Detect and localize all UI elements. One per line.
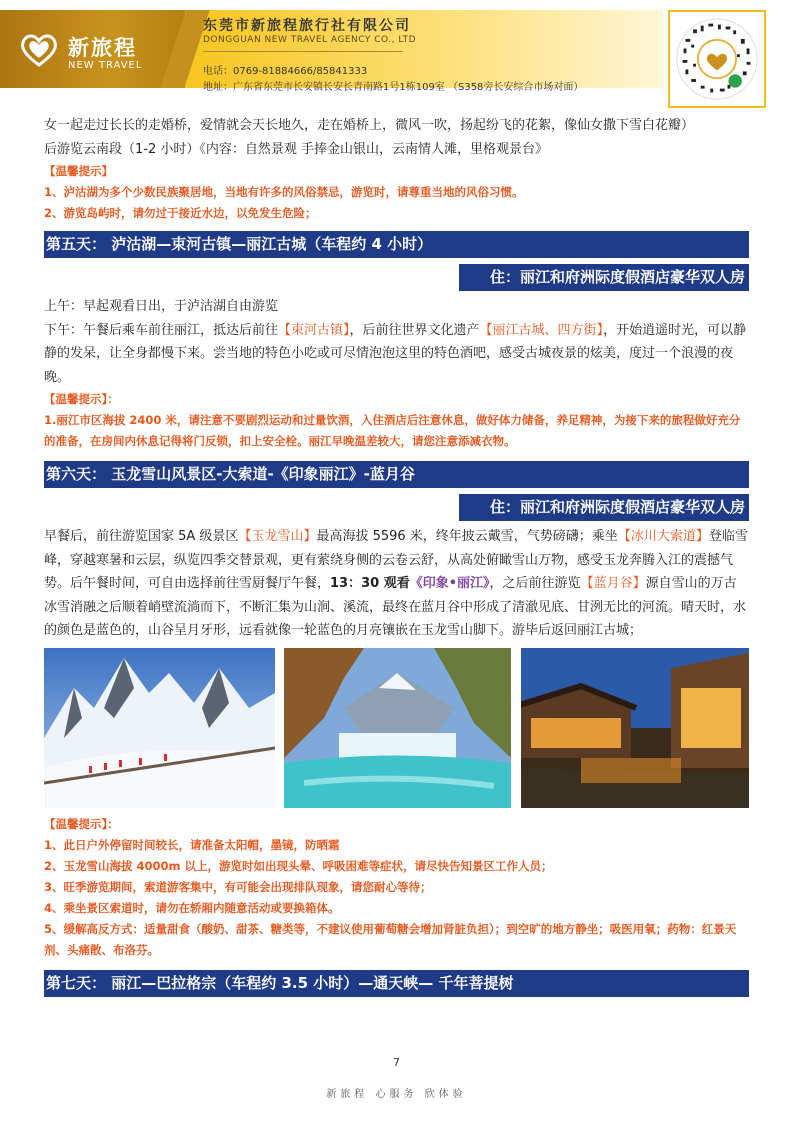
- agency-address: 地址：广东省东莞市长安镇长安长青南路1号1栋109室 （S358旁长安综合市场对面）: [203, 82, 584, 93]
- itinerary-content: [44, 114, 749, 1003]
- day6-tips-header: 【温馨提示】：: [44, 816, 119, 831]
- day5-afternoon-text-a: 下午：午餐后乘车前往丽江，抵达后前往: [44, 322, 279, 338]
- day6-text-e: 源自雪山的万古冰雪消融之后顺着峭壁流淌而下，不断汇集为山涧、溪流，最终在蓝月谷中形成了清澈见底、甘洌无比的河流。晴天时，水的颜色是蓝色的，山谷呈月牙形，远看就像一轮蓝色的月亮镶嵌在玉龙雪山脚下。游毕后返回丽江古城；: [44, 576, 747, 638]
- intro-tip-1: 1、泸沽湖为多个少数民族聚居地，当地有许多的风俗禁忌，游览时，请尊重当地的风俗习惯。: [44, 185, 524, 199]
- lijiang-old-town-photo: [521, 648, 749, 808]
- agency-english-name: DONGGUAN NEW TRAVEL AGENCY CO., LTD: [203, 35, 417, 45]
- day7-title-bar: 第七天： 丽江—巴拉格宗（车程约 3.5 小时）—通天峡— 千年菩提树: [44, 970, 749, 997]
- agency-info-band: [185, 10, 663, 93]
- qr-code-icon: [674, 16, 760, 102]
- agency-name: 东莞市新旅程旅行社有限公司: [203, 18, 411, 34]
- day6-tip-5: 5、缓解高反方式：适量甜食（酸奶、甜茶、糖类等，不建议使用葡萄糖会增加肾脏负担）；到空旷的地方静坐；吸医用氧；药物：红景天剂、头痛散、布洛芬。: [44, 921, 737, 957]
- day6-spot-glacier-cableway: 【冰川大索道】: [617, 529, 709, 544]
- day5-afternoon-text-b: ，后前往世界文化遗产: [349, 322, 480, 338]
- day6-show-impression-lijiang: 《印象•丽江》: [409, 576, 490, 591]
- agency-divider: [203, 51, 403, 52]
- mini-program-qr-code: [668, 10, 766, 108]
- day6-text-b: 最高海拔 5596 米，终年披云戴雪，气势磅礴；乘坐: [316, 529, 618, 544]
- day5-title-bar: 第五天： 泸沽湖—束河古镇—丽江古城（车程约 4 小时）: [44, 231, 749, 258]
- day6-text-c: 登临雪峰，穿越寒暑和云层，纵览四季交替景观，更有萦绕身侧的云卷云舒，从高处俯瞰雪山万物，感受玉龙奔腾入江的震撼气势。后午餐时间，可自由选择前往雪厨餐厅午餐，: [44, 529, 748, 591]
- day5-spot-lijiang-old-town: 【丽江古城、四方街】: [479, 322, 604, 338]
- day5-hotel-bar: 住：丽江和府洲际度假酒店豪华双人房: [459, 264, 749, 291]
- agency-phone: 电话：0769-81884666/85841333: [203, 66, 368, 77]
- day6-tip-3: 3、旺季游览期间，索道游客集中，有可能会出现排队现象，请您耐心等待；: [44, 879, 432, 894]
- intro-tip-2: 2、游览岛屿时，请勿过于接近水边，以免发生危险；: [44, 206, 317, 220]
- day5-morning: 上午：早起观看日出，于泸沽湖自由游览: [44, 299, 279, 314]
- intro-line-1: 女一起走过长长的走婚桥，爱情就会天长地久，走在婚桥上，微风一吹，扬起纷飞的花絮，像仙女撒下雪白花瓣）: [44, 118, 695, 133]
- day6-show-time: 13：30 观看: [330, 576, 410, 591]
- blue-moon-valley-photo: [284, 648, 511, 808]
- day5-tips-header: 【温馨提示】：: [44, 392, 119, 406]
- intro-tips-header: 【温馨提示】: [44, 164, 113, 178]
- logo-band: [0, 10, 185, 88]
- page-number: 7: [393, 1056, 400, 1069]
- day6-text-a: 早餐后，前往游览国家 5A 级景区: [44, 529, 239, 544]
- day6-description: [44, 525, 749, 643]
- day6-tip-4: 4、乘坐景区索道时，请勿在轿厢内随意活动或要换箱体。: [44, 900, 340, 915]
- heart-logo-icon: [18, 32, 60, 68]
- day6-hotel-bar: 住：丽江和府洲际度假酒店豪华双人房: [459, 494, 749, 521]
- page-header: [0, 0, 793, 98]
- footer-slogan: 新旅程 心服务 欣体验: [326, 1089, 467, 1100]
- day6-text-d: ，之后前往游览: [489, 576, 581, 591]
- day5-afternoon-text-c: ，开始逍遥时光，可以静静的发呆，让全身都慢下来。尝当地的特色小吃或可尽情泡泡这里的特色酒吧，感受古城夜景的炫美，度过一个浪漫的夜晚。: [44, 322, 747, 385]
- day6-tip-1: 1、此日户外停留时间较长，请准备太阳帽，墨镜，防晒霜: [44, 837, 340, 852]
- day5-spot-shuhe: 【束河古镇】: [278, 322, 350, 338]
- day6-photo-strip: [44, 648, 749, 808]
- logo-english-name: NEW TRAVEL: [68, 60, 143, 71]
- day6-spot-blue-moon-valley: 【蓝月谷】: [580, 576, 646, 591]
- intro-line-2: 后游览云南段（1-2 小时）《内容：自然景观 手捧金山银山，云南情人滩，里格观景台》: [44, 141, 548, 157]
- day5-tip-1: 1.丽江市区海拔 2400 米，请注意不要剧烈运动和过量饮酒，入住酒店后注意休息，做好体力储备，养足精神，为接下来的旅程做好充分的准备，在房间内休息记得将门反锁，扣上安全栓。丽江早晚温差较大，请您注意添减衣物。: [44, 413, 741, 448]
- day6-title-bar: 第六天： 玉龙雪山风景区-大索道-《印象丽江》-蓝月谷: [44, 461, 749, 488]
- day6-tip-2: 2、玉龙雪山海拔 4000m 以上，游览时如出现头晕、呼吸困难等症状，请尽快告知景区工作人员；: [44, 858, 553, 873]
- logo-name: 新旅程: [68, 36, 137, 60]
- day6-spot-jade-dragon: 【玉龙雪山】: [238, 529, 317, 544]
- jade-dragon-snow-mountain-photo: [44, 648, 275, 808]
- day5-afternoon: [44, 319, 749, 390]
